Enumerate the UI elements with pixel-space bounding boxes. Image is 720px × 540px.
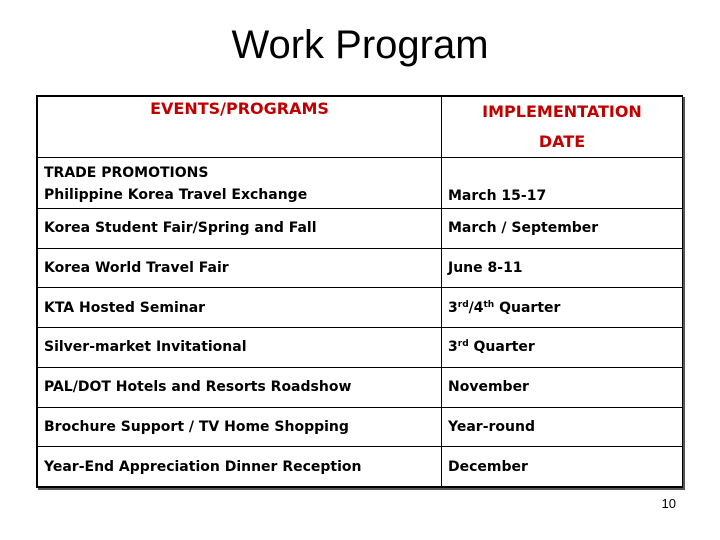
event-cell: Korea World Travel Fair bbox=[38, 248, 442, 288]
event-name: Philippine Korea Travel Exchange bbox=[44, 187, 308, 203]
section-label: TRADE PROMOTIONS bbox=[44, 165, 209, 181]
date-cell: November bbox=[442, 367, 683, 407]
event-cell: KTA Hosted Seminar bbox=[38, 288, 442, 328]
date-suffix: rd bbox=[457, 339, 469, 350]
date-text: Quarter bbox=[468, 339, 535, 356]
table bbox=[37, 96, 683, 487]
header-events-programs: EVENTS/PROGRAMS bbox=[38, 97, 442, 158]
event-cell: PAL/DOT Hotels and Resorts Roadshow bbox=[38, 367, 442, 407]
event-cell bbox=[38, 158, 442, 209]
date-cell: Year-round bbox=[442, 407, 683, 447]
date-suffix: th bbox=[483, 299, 495, 310]
page-number: 10 bbox=[661, 496, 676, 511]
event-cell: Silver-market Invitational bbox=[38, 328, 442, 368]
table-row bbox=[38, 209, 683, 249]
date-text: Quarter bbox=[494, 299, 561, 316]
header-row bbox=[38, 97, 683, 158]
header-implementation-line1: IMPLEMENTATION bbox=[482, 102, 642, 121]
date-suffix: rd bbox=[457, 299, 469, 310]
table-row bbox=[38, 328, 683, 368]
table-row bbox=[38, 248, 683, 288]
date-cell bbox=[442, 328, 683, 368]
date-num: /4 bbox=[468, 299, 484, 316]
table-row bbox=[38, 407, 683, 447]
event-cell: Brochure Support / TV Home Shopping bbox=[38, 407, 442, 447]
date-cell: December bbox=[442, 447, 683, 487]
table-row bbox=[38, 288, 683, 328]
table-row bbox=[38, 367, 683, 407]
header-date-line2: DATE bbox=[538, 132, 586, 151]
table-row bbox=[38, 447, 683, 487]
slide-title: Work Program bbox=[231, 23, 489, 67]
event-cell: Year-End Appreciation Dinner Reception bbox=[38, 447, 442, 487]
date-cell: March / September bbox=[442, 209, 683, 249]
date-num: 3 bbox=[448, 299, 458, 316]
header-implementation-date bbox=[442, 97, 683, 158]
date-cell: March 15-17 bbox=[442, 158, 683, 209]
date-num: 3 bbox=[448, 339, 458, 356]
date-cell: June 8-11 bbox=[442, 248, 683, 288]
table-row bbox=[38, 158, 683, 209]
work-program-table bbox=[36, 95, 683, 488]
event-cell: Korea Student Fair/Spring and Fall bbox=[38, 209, 442, 249]
date-cell bbox=[442, 288, 683, 328]
